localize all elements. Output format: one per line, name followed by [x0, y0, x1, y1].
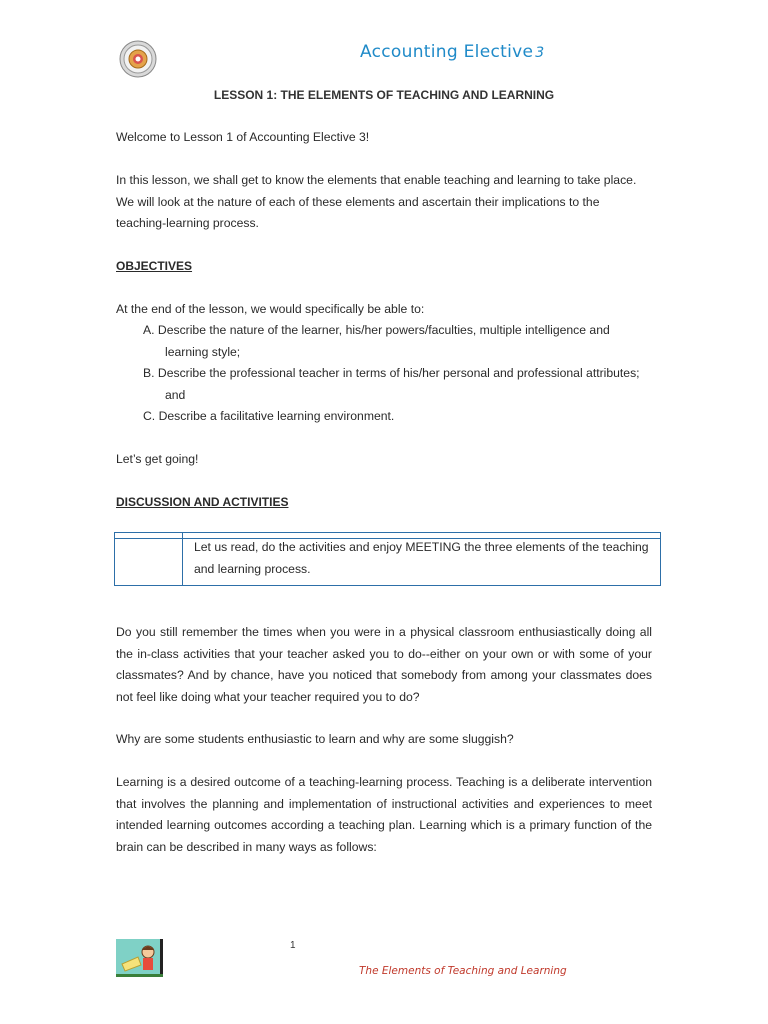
objectives-lead: At the end of the lesson, we would specifically be able to: [116, 302, 425, 316]
activity-callout-box [114, 532, 661, 586]
learning-paragraph: Learning is a desired outcome of a teaching-learning process. Teaching is a deliberate intervention that involves the planning and implementation of instructional activities and experiences to meet intended learning outcomes according a teaching plan. Learning which is a primary function of the brain can be described in many ways as follows: [116, 775, 652, 854]
objective-item-a [143, 320, 643, 363]
lets-go-text: Let’s get going! [116, 452, 199, 466]
question-paragraph: Why are some students enthusiastic to learn and why are some sluggish? [116, 732, 514, 746]
school-seal-logo [118, 40, 158, 78]
box-column-divider [182, 533, 183, 585]
lesson-title: LESSON 1: THE ELEMENTS OF TEACHING AND LEARNING [213, 88, 555, 102]
welcome-text: Welcome to Lesson 1 of Accounting Elective 3! [116, 130, 370, 144]
course-title [360, 42, 544, 62]
objective-item-b [143, 363, 643, 406]
objective-item-c [143, 406, 643, 428]
course-title-number: 3 [535, 45, 545, 61]
footer-title: The Elements of Teaching and Learning [359, 965, 567, 977]
course-title-text: Accounting Elective [360, 42, 534, 62]
page-number: 1 [290, 940, 296, 951]
objective-a-line2: learning style; [165, 344, 241, 359]
classroom-paragraph: Do you still remember the times when you were in a physical classroom enthusiastically doing all the in-class activities that your teacher asked you to do--either on your own or with some of your classmates? And by chance, have you noticed that somebody from among your classmates does not feel like doing what your teacher required you to do? [116, 625, 652, 704]
intro-paragraph: In this lesson, we shall get to know the elements that enable teaching and learning to take place. We will look at the nature of each of these elements and ascertain their implications to the teaching-learning process. [116, 173, 637, 230]
objective-b-line1: B. Describe the professional teacher in terms of his/her personal and professional attributes; [143, 366, 640, 380]
activity-callout-text: Let us read, do the activities and enjoy MEETING the three elements of the teaching and learning process. [194, 540, 649, 576]
student-reading-illustration [116, 939, 164, 977]
objective-b-line2: and [165, 387, 186, 402]
objective-a-line1: A. Describe the nature of the learner, his/her powers/faculties, multiple intelligence and [143, 323, 610, 337]
discussion-heading: DISCUSSION AND ACTIVITIES [116, 495, 289, 509]
objectives-heading: OBJECTIVES [116, 259, 193, 273]
objective-c-line1: C. Describe a facilitative learning environment. [143, 409, 395, 423]
